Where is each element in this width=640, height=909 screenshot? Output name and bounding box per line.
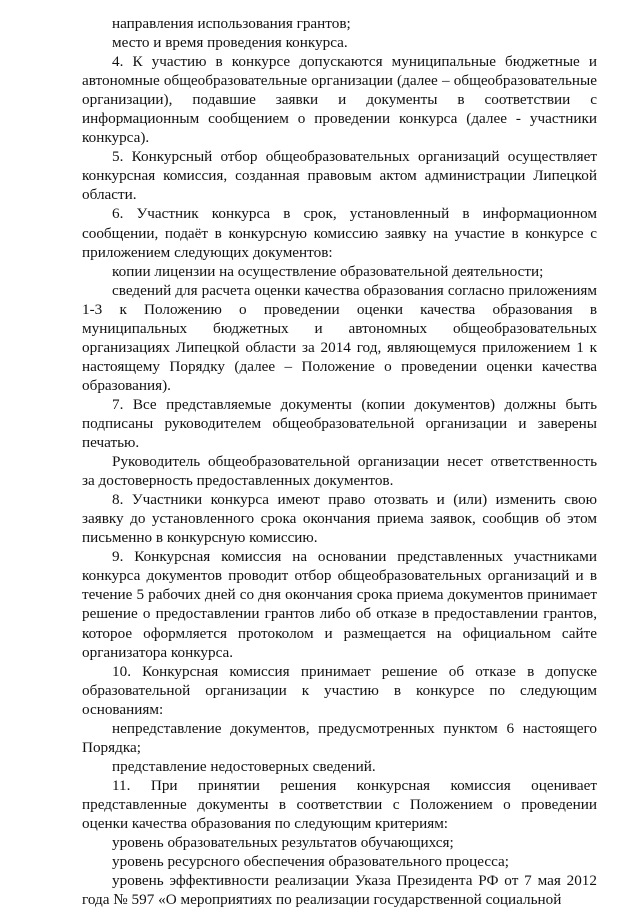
paragraph-criterion-resources: уровень ресурсного обеспечения образовательного процесса;	[112, 853, 510, 871]
paragraph-item-11: 11. При принятии решения конкурсная комиссия оценивает представленные документы в соответствии с Положением о проведении оценки качества образования по следующим критериям:	[82, 776, 597, 832]
paragraph-license-copies: копии лицензии на осуществление образовательной деятельности;	[112, 262, 544, 280]
paragraph-false-info: представление недостоверных сведений.	[112, 757, 376, 775]
paragraph-criterion-decree: уровень эффективности реализации Указа Президента РФ от 7 мая 2012 года № 597 «О мероприятиях по реализации государственной социальной	[82, 872, 597, 909]
paragraph-grant-directions: направления использования грантов;	[112, 15, 351, 32]
paragraph-item-6: 6. Участник конкурса в срок, установленный в информационном сообщении, подаёт в конкурсную комиссию заявку на участие в конкурсе с приложением следующих документов:	[82, 205, 597, 261]
paragraph-item-4: 4. К участию в конкурсе допускаются муниципальные бюджетные и автономные общеобразовательные организации (далее – общеобразовательные организации), подавшие заявки и документы в соответствии с информационным сообщением о проведении конкурса (далее - участники конкурса).	[82, 53, 597, 147]
paragraph-item-5: 5. Конкурсный отбор общеобразовательных организаций осуществляет конкурсная комиссия, созданная правовым актом администрации Липецкой области.	[82, 148, 597, 204]
paragraph-item-10: 10. Конкурсная комиссия принимает решение об отказе в допуске образовательной организации к участию в конкурсе по следующим основаниям:	[82, 662, 597, 718]
paragraph-criterion-results: уровень образовательных результатов обучающихся;	[112, 834, 454, 852]
paragraph-non-submission: непредставление документов, предусмотренных пунктом 6 настоящего Порядка;	[82, 719, 597, 756]
paragraph-quality-data: сведений для расчета оценки качества образования согласно приложениям 1-3 к Положению о проведении оценки качества образования в муниципальных бюджетных и автономных общеобразовательных организациях Липецкой области за 2014 год, являющемуся приложением 1 к настоящему Порядку (далее – Положение о проведении оценки качества образования).	[82, 281, 597, 394]
paragraph-item-7: 7. Все представляемые документы (копии документов) должны быть подписаны руководителем общеобразовательной организации и заверены печатью.	[82, 395, 597, 452]
paragraph-head-responsibility: Руководитель общеобразовательной организации несет ответственность за достоверность предоставленных документов.	[82, 453, 597, 490]
paragraph-item-8: 8. Участники конкурса имеют право отозвать и (или) изменить свою заявку до установленного срока окончания приема заявок, сообщив об этом письменно в конкурсную комиссию.	[82, 491, 597, 547]
document-page	[82, 14, 597, 909]
paragraph-item-9: 9. Конкурсная комиссия на основании представленных участниками конкурса документов проводит отбор общеобразовательных организаций и в течение 5 рабочих дней со дня окончания срока приема документов принимает решение о предоставлении грантов либо об отказе в предоставлении грантов, которое оформляется протоколом и размещается на официальном сайте организатора конкурса.	[82, 548, 597, 661]
paragraph-contest-place-time: место и время проведения конкурса.	[112, 34, 348, 52]
